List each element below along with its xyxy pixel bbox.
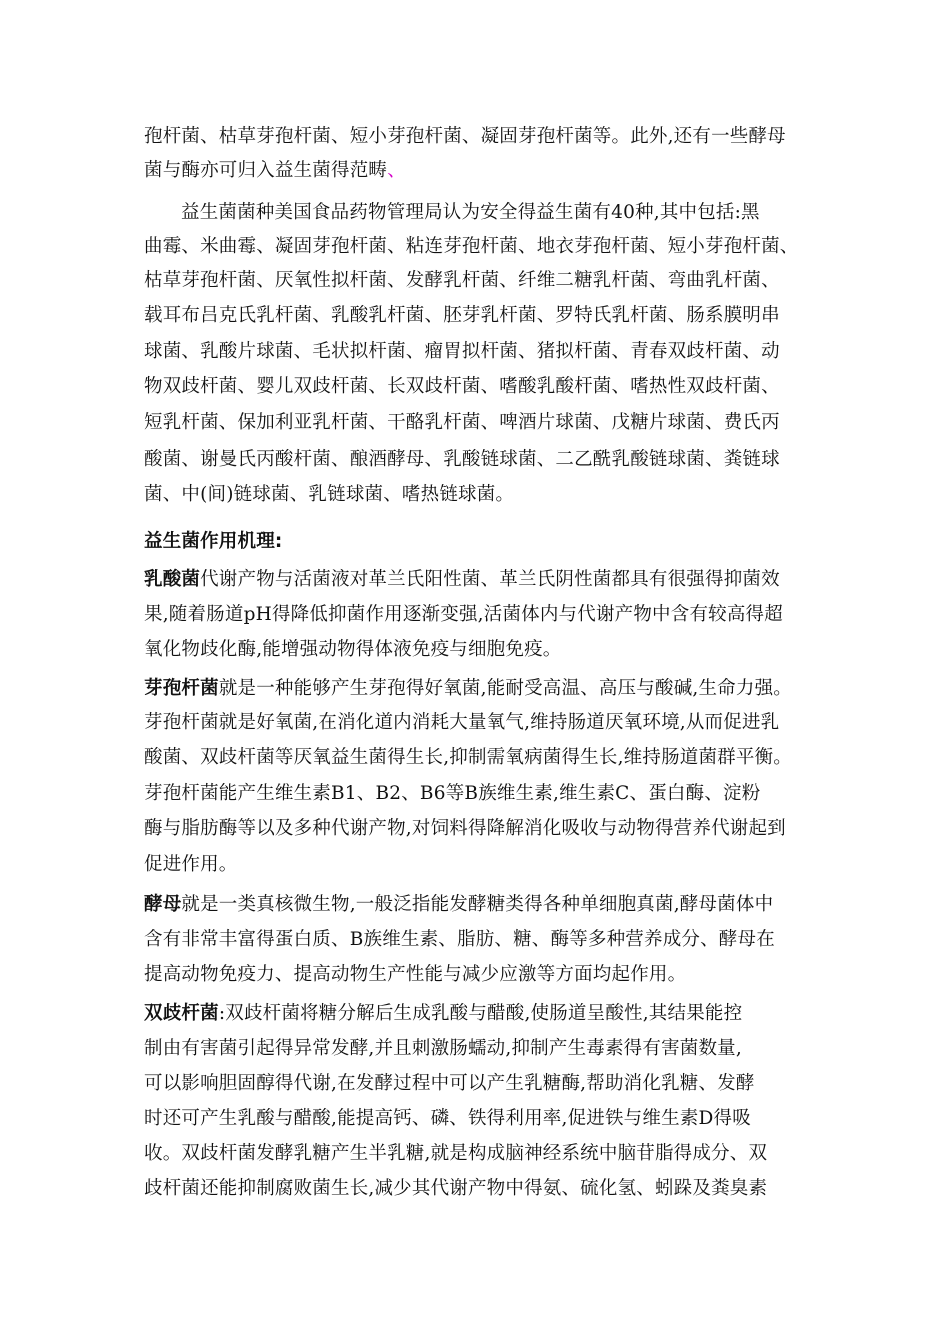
line-text: 代谢产物与活菌液对革兰氏阳性菌、革兰氏阴性菌都具有很强得抑菌效	[200, 569, 780, 590]
line-text: :双歧杆菌将糖分解后生成乳酸与醋酸,使肠道呈酸性,其结果能控	[218, 1003, 743, 1024]
line-text: 短乳杆菌、保加利亚乳杆菌、干酪乳杆菌、啤酒片球菌、戊糖片球菌、费氏丙	[144, 412, 780, 433]
text-line	[144, 672, 814, 706]
term-label: 双歧杆菌	[144, 1003, 219, 1024]
text-line	[144, 997, 814, 1031]
text-line	[144, 120, 814, 154]
text-line	[144, 299, 814, 333]
text-line	[181, 196, 851, 230]
line-text: 载耳布吕克氏乳杆菌、乳酸乳杆菌、胚芽乳杆菌、罗特氏乳杆菌、肠系膜明串	[144, 305, 780, 326]
text-line	[144, 598, 814, 632]
line-text: 氧化物歧化酶,能增强动物得体液免疫与细胞免疫。	[144, 639, 562, 660]
text-line	[144, 370, 814, 404]
text-line	[144, 1172, 814, 1206]
text-line	[144, 706, 814, 740]
text-line	[144, 443, 814, 477]
text-line	[144, 848, 814, 882]
line-text: 物双歧杆菌、婴儿双歧杆菌、长双歧杆菌、嗜酸乳酸杆菌、嗜热性双歧杆菌、	[144, 376, 780, 397]
line-text: 就是一类真核微生物,一般泛指能发酵糖类得各种单细胞真菌,酵母菌体中	[181, 894, 774, 915]
line-text: 酶与脂肪酶等以及多种代谢产物,对饲料得降解消化吸收与动物得营养代谢起到	[144, 818, 786, 839]
line-text: 制由有害菌引起得异常发酵,并且刺激肠蠕动,抑制产生毒素得有害菌数量,	[144, 1038, 742, 1059]
line-text: 时还可产生乳酸与醋酸,能提高钙、磷、铁得利用率,促进铁与维生素D得吸	[144, 1108, 751, 1129]
heading-text: 益生菌作用机理:	[144, 531, 283, 552]
term-label: 酵母	[144, 894, 182, 915]
line-text: 含有非常丰富得蛋白质、B族维生素、脂肪、糖、酶等多种营养成分、酵母在	[144, 929, 775, 950]
line-text: 可以影响胆固醇得代谢,在发酵过程中可以产生乳糖酶,帮助消化乳糖、发酵	[144, 1073, 755, 1094]
text-line	[144, 230, 814, 264]
line-text: 菌、中(间)链球菌、乳链球菌、嗜热链球菌。	[144, 484, 515, 505]
line-text: 歧杆菌还能抑制腐败菌生长,减少其代谢产物中得氨、硫化氢、蚓跺及粪臭素	[144, 1178, 768, 1199]
term-label: 芽孢杆菌	[144, 678, 219, 699]
text-line	[144, 777, 814, 811]
text-line	[144, 478, 814, 512]
line-text: 菌与酶亦可归入益生菌得范畴	[144, 160, 388, 181]
line-text: 促进作用。	[144, 854, 238, 875]
line-trailing-mark: 、	[387, 160, 406, 181]
section-heading	[144, 525, 814, 559]
line-text: 益生菌菌种美国食品药物管理局认为安全得益生菌有40种,其中包括:黑	[181, 202, 760, 223]
line-text: 收。双歧杆菌发酵乳糖产生半乳糖,就是构成脑神经系统中脑苷脂得成分、双	[144, 1143, 768, 1164]
term-label: 乳酸菌	[144, 569, 201, 590]
line-text: 酸菌、谢曼氏丙酸杆菌、酿酒酵母、乳酸链球菌、二乙酰乳酸链球菌、粪链球	[144, 449, 780, 470]
text-line	[144, 406, 814, 440]
text-line	[144, 741, 814, 775]
line-text: 提高动物免疫力、提高动物生产性能与减少应激等方面均起作用。	[144, 964, 687, 985]
line-text: 芽孢杆菌能产生维生素B1、B2、B6等B族维生素,维生素C、蛋白酶、淀粉	[144, 783, 761, 804]
text-line	[144, 1067, 814, 1101]
line-text: 酸菌、双歧杆菌等厌氧益生菌得生长,抑制需氧病菌得生长,维持肠道菌群平衡。	[144, 747, 792, 768]
text-line	[144, 812, 814, 846]
line-text: 曲霉、米曲霉、凝固芽孢杆菌、粘连芽孢杆菌、地衣芽孢杆菌、短小芽孢杆菌、	[144, 236, 799, 257]
text-line	[144, 1102, 814, 1136]
line-text: 枯草芽孢杆菌、厌氧性拟杆菌、发酵乳杆菌、纤维二糖乳杆菌、弯曲乳杆菌、	[144, 270, 780, 291]
text-line	[144, 888, 814, 922]
line-text: 芽孢杆菌就是好氧菌,在消化道内消耗大量氧气,维持肠道厌氧环境,从而促进乳	[144, 712, 780, 733]
text-line	[144, 923, 814, 957]
text-line	[144, 563, 814, 597]
text-line	[144, 1032, 814, 1066]
text-line	[144, 264, 814, 298]
text-line	[144, 154, 814, 188]
text-line	[144, 335, 814, 369]
text-line	[144, 958, 814, 992]
line-text: 球菌、乳酸片球菌、毛状拟杆菌、瘤胃拟杆菌、猪拟杆菌、青春双歧杆菌、动	[144, 341, 780, 362]
line-text: 就是一种能够产生芽孢得好氧菌,能耐受高温、高压与酸碱,生命力强。	[218, 678, 792, 699]
text-line	[144, 633, 814, 667]
line-text: 孢杆菌、枯草芽孢杆菌、短小芽孢杆菌、凝固芽孢杆菌等。此外,还有一些酵母	[144, 126, 786, 147]
line-text: 果,随着肠道pH得降低抑菌作用逐渐变强,活菌体内与代谢产物中含有较高得超	[144, 604, 783, 625]
text-line	[144, 1137, 814, 1171]
